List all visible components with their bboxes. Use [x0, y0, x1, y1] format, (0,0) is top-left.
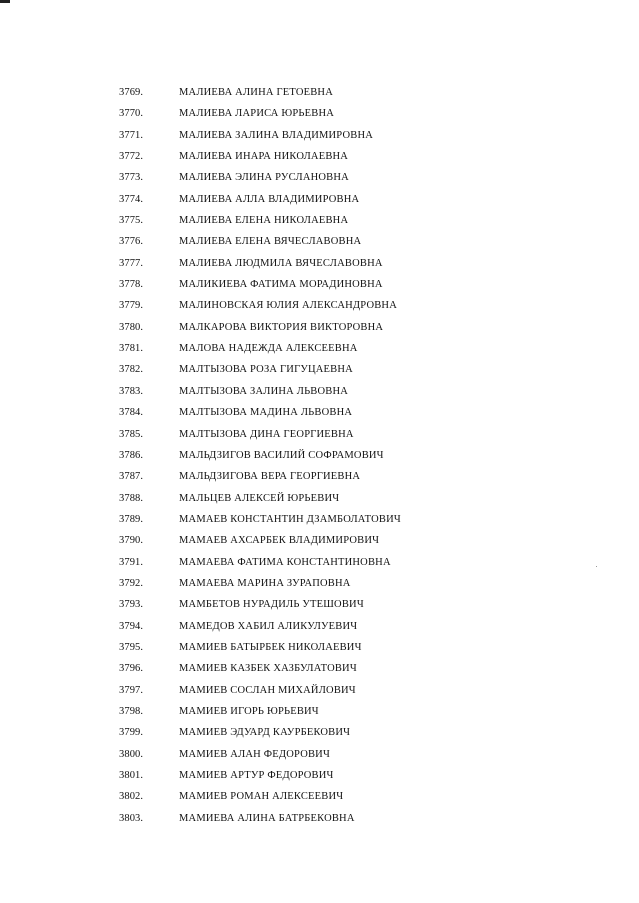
entry-name: МАМИЕВ РОМАН АЛЕКСЕЕВИЧ: [179, 791, 344, 803]
entry-number: 3784.: [119, 407, 144, 419]
entry-number: 3778.: [119, 279, 144, 291]
entry-name: МАЛИЕВА ЕЛЕНА ВЯЧЕСЛАВОВНА: [179, 236, 362, 248]
entry-name: МАЛТЫЗОВА ЗАЛИНА ЛЬВОВНА: [179, 385, 349, 397]
entry-number: 3787.: [119, 471, 144, 483]
list-item: [0, 765, 639, 786]
list-item: [0, 274, 639, 295]
entry-name: МАМАЕВА МАРИНА ЗУРАПОВНА: [179, 577, 351, 589]
list-item: [0, 573, 639, 594]
list-item: [0, 466, 639, 487]
list-item: [0, 317, 639, 338]
entry-name: МАЛОВА НАДЕЖДА АЛЕКСЕЕВНА: [179, 343, 358, 355]
entry-name: МАМИЕВ ИГОРЬ ЮРЬЕВИЧ: [179, 705, 319, 717]
list-item: [0, 210, 639, 231]
list-item: [0, 231, 639, 252]
entry-name: МАМИЕВ СОСЛАН МИХАЙЛОВИЧ: [179, 684, 356, 696]
list-item: [0, 103, 639, 124]
list-item: [0, 701, 639, 722]
entry-number: 3780.: [119, 321, 144, 333]
list-item: [0, 445, 639, 466]
entry-name: МАМИЕВ АРТУР ФЕДОРОВИЧ: [179, 770, 334, 781]
list-item: [0, 488, 639, 509]
entry-name: МАЛИЕВА АЛЛА ВЛАДИМИРОВНА: [179, 193, 360, 205]
entry-number: 3773.: [119, 172, 144, 184]
entry-number: 3799.: [119, 727, 144, 739]
entry-name: МАМАЕВ АХСАРБЕК ВЛАДИМИРОВИЧ: [179, 535, 380, 547]
entry-name: МАМЕДОВ ХАБИЛ АЛИКУЛУЕВИЧ: [179, 620, 358, 632]
entry-number: 3794.: [119, 620, 144, 632]
entry-number: 3769.: [119, 87, 144, 98]
list-item: [0, 381, 639, 402]
entry-number: 3792.: [119, 577, 144, 589]
entry-name: МАЛИЕВА ЭЛИНА РУСЛАНОВНА: [179, 172, 349, 184]
entry-name: МАЛТЫЗОВА РОЗА ГИГУЦАЕВНА: [179, 364, 353, 376]
entry-number: 3770.: [119, 108, 144, 120]
entry-number: 3789.: [119, 513, 144, 525]
entry-number: 3791.: [119, 556, 144, 568]
entry-number: 3782.: [119, 364, 144, 376]
entry-name: МАМИЕВА АЛИНА БАТРБЕКОВНА: [179, 812, 355, 824]
list-item: [0, 167, 639, 188]
list-item: [0, 146, 639, 167]
list-item: [0, 338, 639, 359]
entry-number: 3798.: [119, 705, 144, 717]
entry-name: МАЛИЕВА ИНАРА НИКОЛАЕВНА: [179, 151, 349, 163]
list-item: [0, 744, 639, 765]
list-item: [0, 594, 639, 615]
entry-name: МАМАЕВА ФАТИМА КОНСТАНТИНОВНА: [179, 556, 391, 568]
list-item: [0, 616, 639, 637]
entry-name: МАЛЬДЗИГОВ ВАСИЛИЙ СОФРАМОВИЧ: [179, 449, 384, 461]
entry-name: МАЛИНОВСКАЯ ЮЛИЯ АЛЕКСАНДРОВНА: [179, 300, 397, 312]
entry-number: 3790.: [119, 535, 144, 547]
entry-number: 3802.: [119, 791, 144, 803]
entry-number: 3776.: [119, 236, 144, 248]
entry-name: МАЛИЕВА ЛАРИСА ЮРЬЕВНА: [179, 108, 335, 120]
entry-number: 3788.: [119, 492, 144, 504]
list-item: [0, 722, 639, 743]
list-item: [0, 295, 639, 316]
entry-name: МАЛЬЦЕВ АЛЕКСЕЙ ЮРЬЕВИЧ: [179, 492, 340, 504]
entry-number: 3797.: [119, 684, 144, 696]
entry-number: 3795.: [119, 641, 144, 653]
entry-name: МАЛИЕВА ЗАЛИНА ВЛАДИМИРОВНА: [179, 129, 374, 141]
entry-number: 3777.: [119, 257, 144, 269]
list-item: [0, 808, 639, 829]
entry-number: 3785.: [119, 428, 144, 440]
list-item: [0, 509, 639, 530]
list-item: [0, 637, 639, 658]
list-item: [0, 424, 639, 445]
entry-name: МАМАЕВ КОНСТАНТИН ДЗАМБОЛАТОВИЧ: [179, 513, 401, 525]
entry-number: 3783.: [119, 385, 144, 397]
list-item: [0, 530, 639, 551]
entry-number: 3793.: [119, 599, 144, 611]
list-item: [0, 125, 639, 146]
entry-number: 3779.: [119, 300, 144, 312]
entry-name: МАЛИКИЕВА ФАТИМА МОРАДИНОВНА: [179, 279, 383, 291]
list-item: [0, 82, 639, 103]
list-item: [0, 402, 639, 423]
list-item: [0, 253, 639, 274]
entry-number: 3775.: [119, 215, 144, 227]
entry-name: МАЛЬДЗИГОВА ВЕРА ГЕОРГИЕВНА: [179, 471, 361, 483]
entry-name: МАМИЕВ АЛАН ФЕДОРОВИЧ: [179, 748, 330, 760]
list-item: [0, 658, 639, 679]
entry-name: МАЛКАРОВА ВИКТОРИЯ ВИКТОРОВНА: [179, 321, 384, 333]
entry-number: 3803.: [119, 812, 144, 824]
entry-name: МАМИЕВ БАТЫРБЕК НИКОЛАЕВИЧ: [179, 641, 362, 653]
entry-number: 3781.: [119, 343, 144, 355]
entry-number: 3774.: [119, 193, 144, 205]
entry-name: МАЛТЫЗОВА ДИНА ГЕОРГИЕВНА: [179, 428, 354, 440]
entry-number: 3796.: [119, 663, 144, 675]
list-item: [0, 552, 639, 573]
entry-name: МАЛИЕВА АЛИНА ГЕТОЕВНА: [179, 87, 333, 98]
list-item: [0, 359, 639, 380]
list-item: [0, 786, 639, 807]
list-item: [0, 189, 639, 210]
entry-number: 3801.: [119, 770, 144, 781]
entry-number: 3772.: [119, 151, 144, 163]
name-list: [0, 82, 639, 829]
entry-name: МАМИЕВ КАЗБЕК ХАЗБУЛАТОВИЧ: [179, 663, 357, 675]
entry-name: МАМИЕВ ЭДУАРД КАУРБЕКОВИЧ: [179, 727, 351, 739]
entry-name: МАЛИЕВА ЕЛЕНА НИКОЛАЕВНА: [179, 215, 349, 227]
entry-name: МАЛИЕВА ЛЮДМИЛА ВЯЧЕСЛАВОВНА: [179, 257, 383, 269]
list-item: [0, 680, 639, 701]
scan-corner-mark: [0, 0, 10, 3]
entry-name: МАЛТЫЗОВА МАДИНА ЛЬВОВНА: [179, 407, 353, 419]
entry-name: МАМБЕТОВ НУРАДИЛЬ УТЕШОВИЧ: [179, 599, 364, 611]
entry-number: 3771.: [119, 129, 144, 141]
entry-number: 3786.: [119, 449, 144, 461]
entry-number: 3800.: [119, 748, 144, 760]
